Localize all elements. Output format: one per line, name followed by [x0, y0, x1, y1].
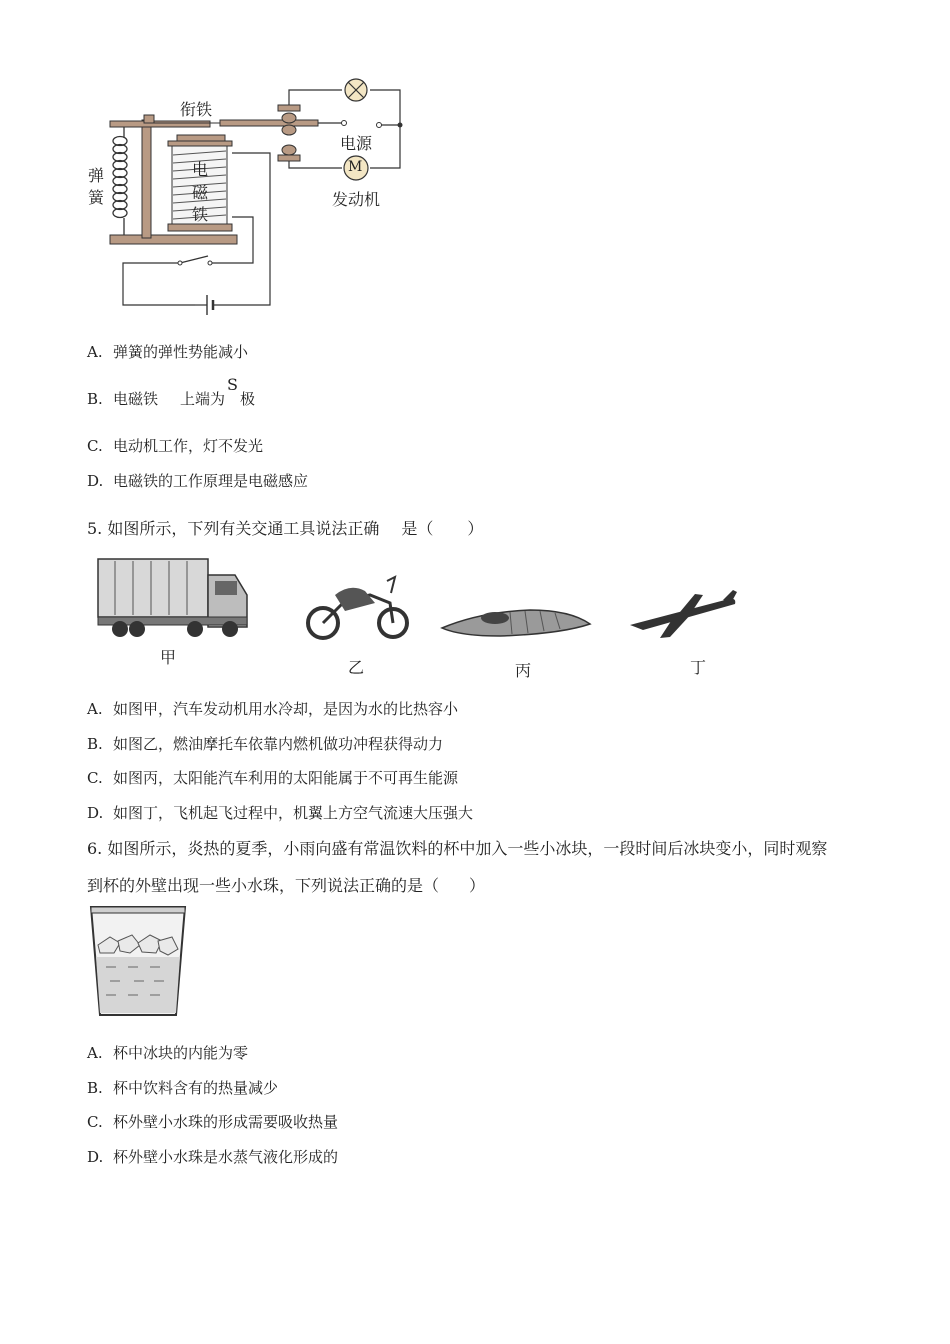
q4-option-d: D. 电磁铁的工作原理是电磁感应	[87, 472, 309, 490]
label-motor-symbol: M	[348, 159, 363, 175]
q4-option-c: C. 电动机工作，灯不发光	[87, 437, 264, 455]
label-armature: 衔铁	[180, 100, 213, 119]
label-em-2: 磁	[192, 183, 209, 202]
label-em-3: 铁	[192, 205, 209, 224]
caption-bing: 丙	[515, 661, 532, 680]
q5-option-c: C. 如图丙，太阳能汽车利用的太阳能属于不可再生能源	[87, 769, 459, 787]
q6-stem-line1: 6. 如图所示，炎热的夏季，小雨向盛有常温饮料的杯中加入一些小冰块，一段时间后冰块变小，同时观察	[87, 839, 828, 858]
q6-option-b: B. 杯中饮料含有的热量减少	[87, 1079, 279, 1097]
label-em-1: 电	[192, 160, 209, 179]
label-spring-2: 簧	[88, 188, 105, 207]
q5-vehicle-figure	[90, 555, 750, 680]
q6-option-c: C. 杯外壁小水珠的形成需要吸收热量	[87, 1113, 339, 1131]
lamp-icon	[345, 79, 367, 101]
label-spring-1: 弹	[88, 166, 105, 185]
q4-option-b: B. 电磁铁 上端为S极	[87, 375, 256, 408]
solar-car-icon	[440, 590, 600, 650]
battery-icon	[195, 295, 240, 315]
caption-jia: 甲	[160, 648, 177, 667]
q5-option-d: D. 如图丁，飞机起飞过程中，机翼上方空气流速大压强大	[87, 804, 474, 822]
motorcycle-icon	[305, 573, 415, 643]
q5-stem: 5. 如图所示，下列有关交通工具说法正确 是（ ）	[87, 519, 484, 538]
airplane-icon	[625, 590, 745, 650]
q5-option-b: B. 如图乙，燃油摩托车依靠内燃机做功冲程获得动力	[87, 735, 444, 753]
truck-icon	[95, 555, 255, 645]
relay-figure	[80, 75, 420, 320]
label-power: 电源	[340, 134, 373, 153]
q6-option-a: A. 杯中冰块的内能为零	[87, 1044, 249, 1062]
label-motor: 发动机	[332, 190, 381, 209]
caption-yi: 乙	[348, 658, 365, 677]
caption-ding: 丁	[690, 658, 707, 677]
cup-figure	[88, 905, 188, 1020]
q5-option-a: A. 如图甲，汽车发动机用水冷却，是因为水的比热容小	[87, 700, 459, 718]
q6-stem-line2: 到杯的外壁出现一些小水珠，下列说法正确的是（ ）	[87, 876, 486, 895]
spring	[113, 127, 127, 235]
q6-option-d: D. 杯外壁小水珠是水蒸气液化形成的	[87, 1148, 339, 1166]
pole-letter: S	[227, 375, 238, 394]
q4-option-a: A. 弹簧的弹性势能减小	[87, 343, 249, 361]
